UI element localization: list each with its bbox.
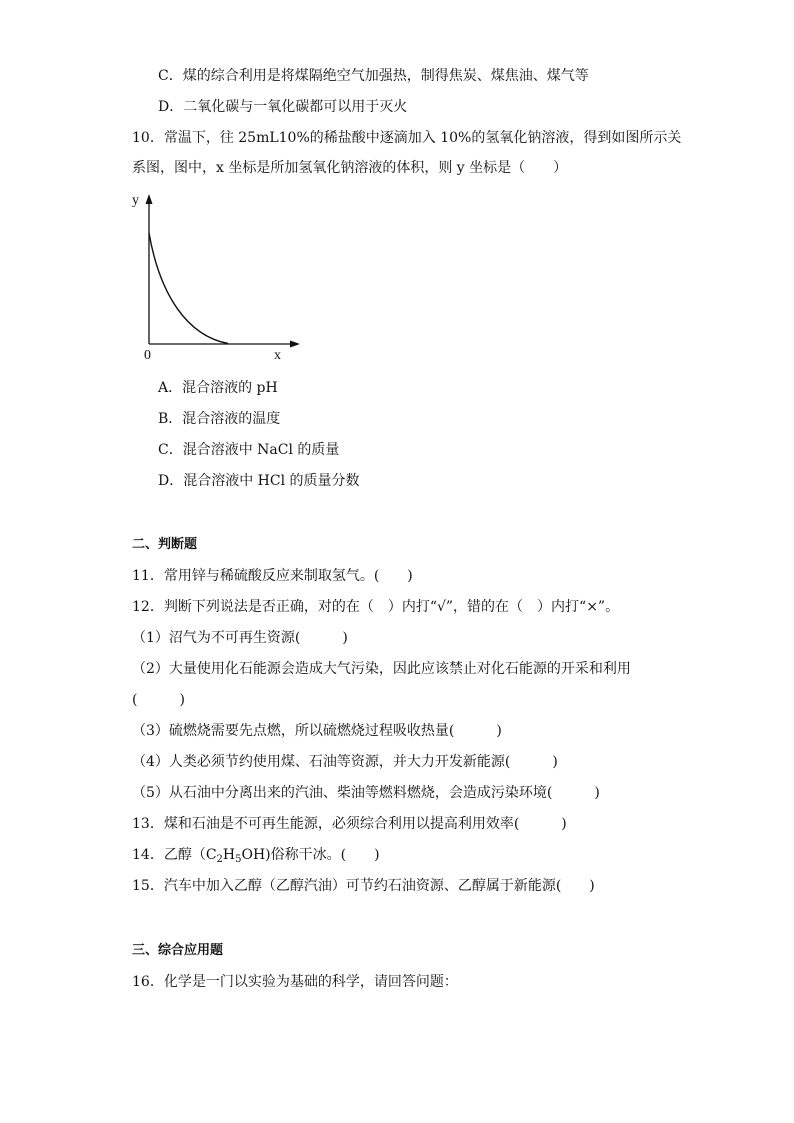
x-axis-arrow: [290, 341, 300, 348]
curve: [149, 233, 228, 344]
q14-subscript-5: 5: [235, 854, 242, 865]
origin-label: 0: [144, 348, 151, 363]
q12: 12．判断下列说法是否正确，对的在（ ）内打“√”，错的在（ ）内打“×”。: [132, 599, 620, 615]
section-title-judgement: 二、判断题: [132, 537, 198, 552]
q14: [132, 845, 380, 870]
q12-item-3: （3）硫燃烧需要先点燃，所以硫燃烧过程吸收热量( ): [132, 723, 502, 739]
q16: 16．化学是一门以实验为基础的科学，请回答问题：: [132, 974, 458, 990]
q9-option-c: C．煤的综合利用是将煤隔绝空气加强热，制得焦炭、煤焦油、煤气等: [158, 68, 589, 84]
q10-stem-line1: 10．常温下，往 25mL10%的稀盐酸中逐滴加入 10%的氢氧化钠溶液，得到如图所示关: [132, 130, 682, 146]
q11: 11．常用锌与稀硫酸反应来制取氢气。( ): [132, 568, 413, 584]
x-axis-label: x: [274, 348, 281, 363]
q10-option-d: D．混合溶液中 HCl 的质量分数: [158, 473, 360, 489]
q14-subscript-2: 2: [216, 854, 223, 865]
q12-item-1: （1）沼气为不可再生资源( ): [132, 630, 348, 646]
q14-text-mid: H: [222, 847, 236, 863]
y-axis-arrow: [146, 194, 153, 204]
q10-graph: [128, 188, 308, 368]
q9-option-d: D．二氧化碳与一氧化碳都可以用于灭火: [158, 99, 408, 115]
q10-stem-line2: 系图，图中，x 坐标是所加氢氧化钠溶液的体积，则 y 坐标是（ ）: [132, 160, 568, 176]
q12-item-4: （4）人类必须节约使用煤、石油等资源，并大力开发新能源( ): [132, 754, 558, 770]
q14-text-pre: 14．乙醇（C: [132, 847, 217, 863]
q10-option-c: C．混合溶液中 NaCl 的质量: [158, 442, 340, 458]
section-title-comprehensive: 三、综合应用题: [132, 943, 224, 958]
q15: 15．汽车中加入乙醇（乙醇汽油）可节约石油资源、乙醇属于新能源( ): [132, 878, 595, 894]
q12-item-2: （2）大量使用化石能源会造成大气污染，因此应该禁止对化石能源的开采和利用: [132, 661, 631, 677]
q12-item-5: （5）从石油中分离出来的汽油、柴油等燃料燃烧，会造成污染环境( ): [132, 785, 600, 801]
q14-text-post: OH)俗称干冰。( ): [241, 847, 380, 863]
q10-option-b: B．混合溶液的温度: [158, 411, 281, 427]
q13: 13．煤和石油是不可再生能源，必须综合利用以提高利用效率( ): [132, 816, 567, 832]
q12-item-2-blank: ( ): [132, 692, 185, 708]
y-axis-label: y: [132, 193, 139, 208]
q10-option-a: A．混合溶液的 pH: [158, 380, 278, 396]
